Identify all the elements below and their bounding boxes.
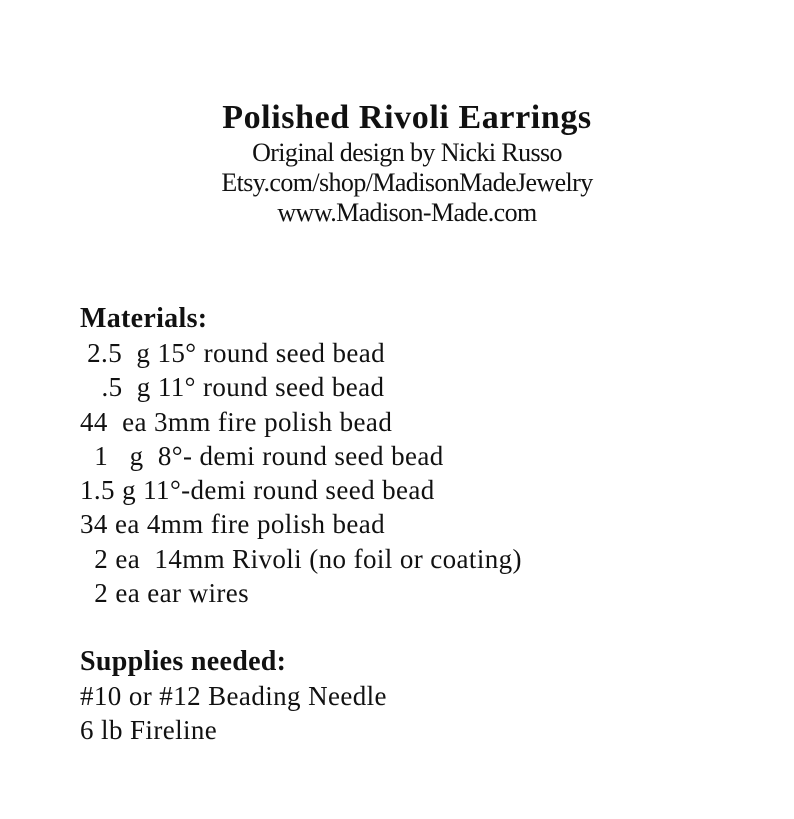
material-item: 44 ea 3mm fire polish bead [80,406,393,437]
shop-url: Etsy.com/shop/MadisonMadeJewelry [221,168,593,197]
material-item: 2 ea 14mm Rivoli (no foil or coating) [80,543,522,574]
document-title: Polished Rivoli Earrings [222,99,592,136]
material-item: 34 ea 4mm fire polish bead [80,509,386,540]
website-url: www.Madison-Made.com [277,198,537,227]
material-item: .5 g 11° round seed bead [80,372,385,403]
document-header [0,98,794,228]
supplies-heading: Supplies needed: [80,646,287,677]
supplies-section [80,645,760,748]
supply-item: #10 or #12 Beading Needle [80,681,387,711]
materials-heading: Materials: [80,303,208,334]
material-item: 2 ea ear wires [80,578,250,609]
material-item: 1.5 g 11°-demi round seed bead [80,475,435,506]
material-item: 1 g 8°- demi round seed bead [80,440,444,471]
supply-item: 6 lb Fireline [80,715,218,746]
materials-section [80,302,760,610]
designer-byline: Original design by Nicki Russo [252,138,562,167]
material-item: 2.5 g 15° round seed bead [80,338,386,368]
